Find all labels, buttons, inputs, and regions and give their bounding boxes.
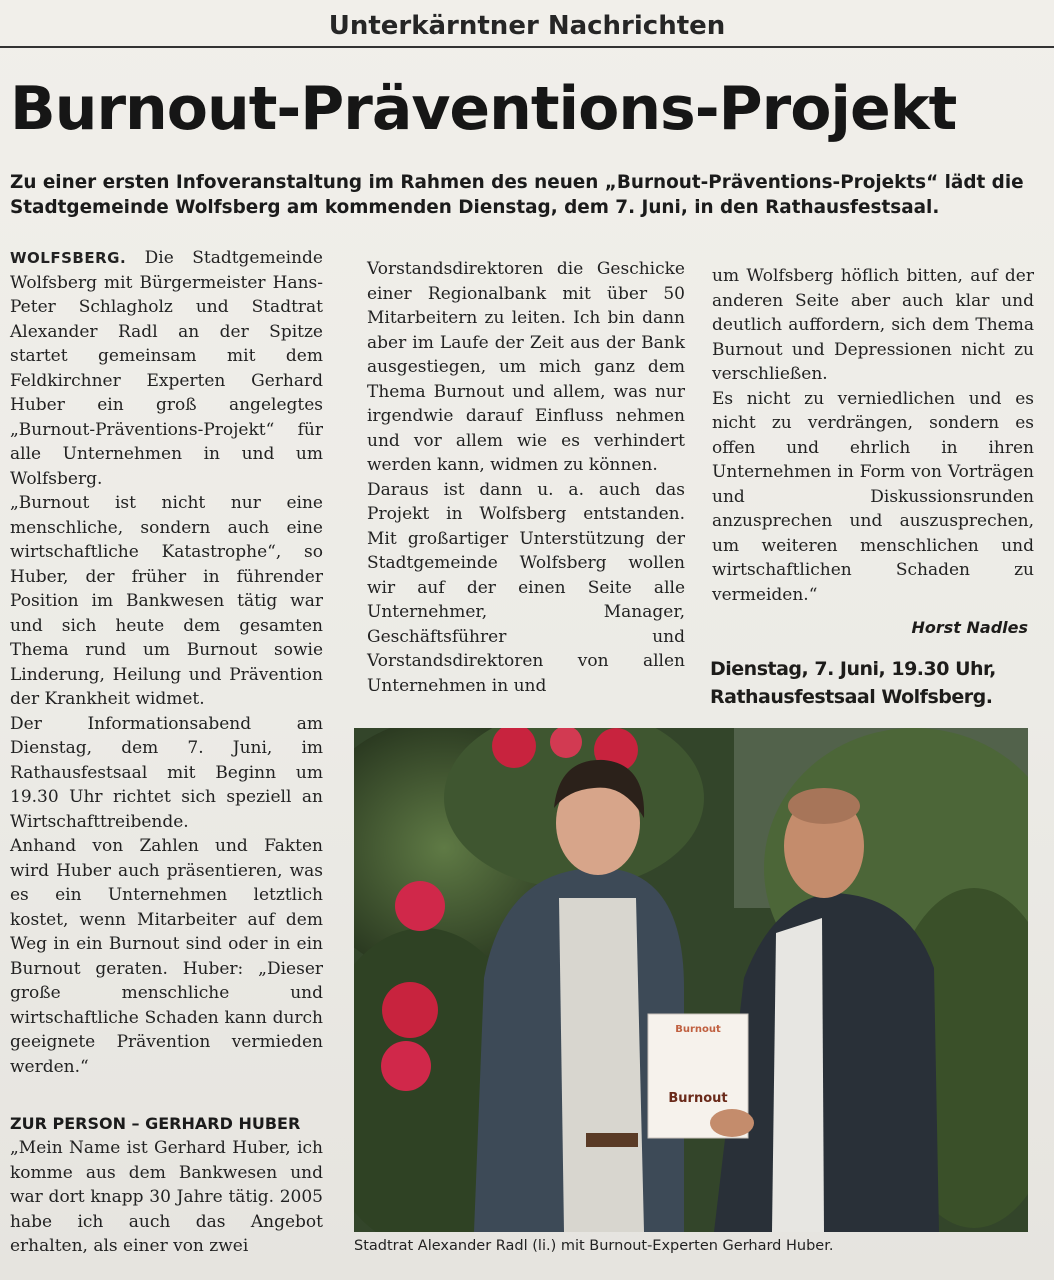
headline: Burnout-Präventions-Projekt	[10, 74, 957, 144]
author-byline: Horst Nadles	[911, 618, 1028, 637]
paragraph-text: Die Stadtgemeinde Wolfsberg mit Bürgermeister Hans-Peter Schlagholz und Stadtrat Alexander Radl an der Spitze startet gemeinsam mit dem Feldkirchner Experten Gerhard Huber ein groß angelegtes „Burnout-Präventions-Projekt“ für alle Unternehmen in und um Wolfsberg.	[10, 248, 323, 489]
brochure-title: Burnout	[675, 1024, 721, 1035]
person-subhead: ZUR PERSON – GERHARD HUBER	[10, 1114, 301, 1133]
article-column-1	[10, 246, 323, 1079]
event-date: Dienstag, 7. Juni, 19.30 Uhr,	[710, 658, 996, 680]
paragraph	[10, 246, 323, 491]
article-photo	[354, 728, 1028, 1232]
paragraph: Anhand von Zahlen und Fakten wird Huber auch präsentieren, was es ein Unternehmen letztlich kostet, wenn Mitarbeiter auf dem Weg in ein Burnout sind oder in ein Burnout geraten. Huber: „Dieser große menschliche und wirtschaftliche Schaden kann durch geeignete Prävention vermieden werden.“	[10, 836, 323, 1077]
photo-caption: Stadtrat Alexander Radl (li.) mit Burnout-Experten Gerhard Huber.	[354, 1238, 834, 1254]
event-info	[710, 655, 1030, 711]
paragraph: um Wolfsberg höflich bitten, auf der anderen Seite aber auch klar und deutlich auffordern, sich dem Thema Burnout und Depressionen nicht zu verschließen.	[712, 266, 1034, 384]
lead-paragraph: Zu einer ersten Infoveranstaltung im Rahmen des neuen „Burnout-Präventions-Projekts“ lädt die Stadtgemeinde Wolfsberg am kommenden Dienstag, dem 7. Juni, in den Rathausfestsaal.	[10, 172, 1024, 218]
article-column-2	[367, 257, 685, 698]
person-column	[10, 1136, 323, 1259]
paragraph: Daraus ist dann u. a. auch das Projekt in Wolfsberg entstanden. Mit großartiger Unterstützung der Stadtgemeinde Wolfsberg wollen wir auf der einen Seite alle Unternehmer, Manager, Geschäftsführer und Vorstandsdirektoren von allen Unternehmen in und	[367, 479, 685, 696]
paragraph: Der Informationsabend am Dienstag, dem 7. Juni, im Rathausfestsaal mit Beginn um 19.30 Uhr richtet sich speziell an Wirtschafttreibende.	[10, 713, 323, 832]
paragraph: „Burnout ist nicht nur eine menschliche, sondern auch eine wirtschaftliche Katastrophe“, so Huber, der früher in führender Position im Bankwesen tätig war und sich heute dem gesamten Thema rund um Burnout sowie Linderung, Heilung und Prävention der Krankheit widmet.	[10, 493, 323, 709]
article-column-3	[712, 264, 1034, 607]
event-location: Rathausfestsaal Wolfsberg.	[710, 686, 993, 708]
paragraph: Es nicht zu verniedlichen und es nicht zu verdrängen, sondern es offen und ehrlich in ihren Unternehmen in Form von Vorträgen und Diskussionsrunden anzusprechen und auszusprechen, um weiteren menschlichen und wirtschaftlichen Schaden zu vermeiden.“	[712, 388, 1034, 605]
brochure-logo: Burnout	[668, 1091, 728, 1106]
dateline: WOLFSBERG.	[10, 249, 127, 267]
paragraph: Vorstandsdirektoren die Geschicke einer Regionalbank mit über 50 Mitarbeitern zu leiten. Ich bin dann aber im Laufe der Zeit aus der Bank ausgestiegen, um mich ganz dem Thema Burnout und allem, was nur irgendwie darauf Einfluss nehmen und vor allem wie es verhindert werden kann, widmen zu können.	[367, 259, 685, 475]
masthead-rule	[0, 46, 1054, 48]
photo-illustration	[354, 728, 1028, 1232]
masthead: Unterkärntner Nachrichten	[328, 11, 726, 41]
paragraph: „Mein Name ist Gerhard Huber, ich komme aus dem Bankwesen und war dort knapp 30 Jahre tätig. 2005 habe ich auch das Angebot erhalten, als einer von zwei	[10, 1138, 323, 1256]
